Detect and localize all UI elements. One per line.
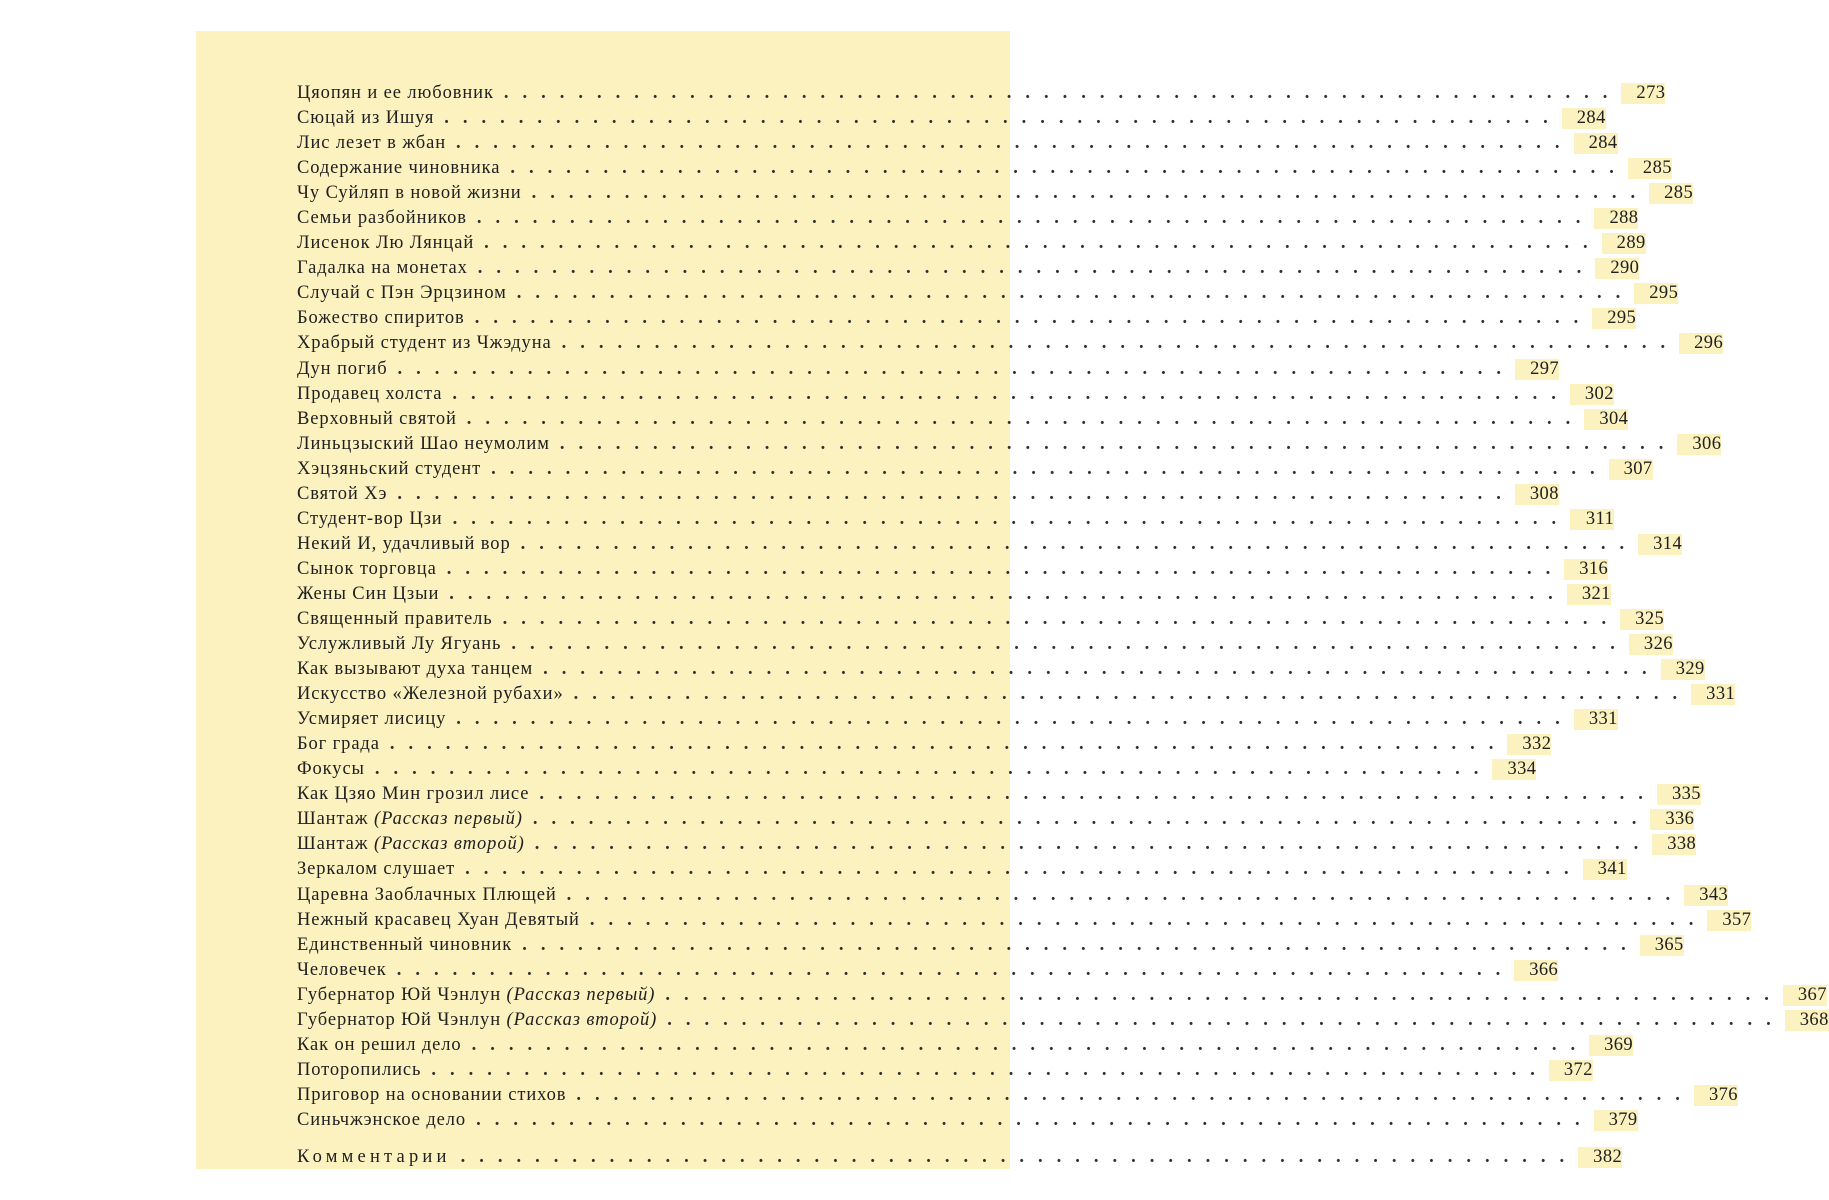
toc-entry: [297, 684, 1736, 709]
dot-leader: ............................................................: [573, 684, 1692, 705]
toc-entry: [297, 984, 1827, 1010]
dot-leader: ............................................................: [397, 483, 1515, 504]
toc-entry-title-text: Бог града: [297, 734, 380, 755]
table-of-contents: [297, 83, 1829, 1172]
toc-entry-title: [297, 634, 511, 655]
toc-entry-title-text: Услужливый Лу Ягуань: [297, 634, 502, 655]
toc-entry-page-number: 366: [1514, 960, 1558, 981]
dot-leader: ............................................................: [502, 608, 1621, 629]
toc-entry: [297, 1009, 1829, 1035]
toc-entry: [297, 258, 1640, 283]
toc-entry-title: [297, 1060, 431, 1081]
toc-entry-title: [297, 1110, 476, 1131]
toc-entry: [297, 1109, 1638, 1135]
toc-entry-title-text: Искусство «Железной рубахи»: [297, 684, 564, 705]
toc-entry-page-number: 367: [1783, 985, 1827, 1006]
toc-entry-page-number: 306: [1677, 434, 1721, 455]
toc-entry-title-text: Чу Суйляп в новой жизни: [297, 183, 522, 204]
dot-leader: ............................................................: [665, 984, 1783, 1005]
toc-entry-title-text: Лис лезет в жбан: [297, 133, 447, 154]
toc-entry-title: [297, 734, 390, 755]
dot-leader: ............................................................: [465, 859, 1583, 880]
toc-entry-page-number: 338: [1652, 834, 1696, 855]
toc-entry-title-text: Некий И, удачливый вор: [297, 533, 511, 554]
toc-entry: [297, 608, 1665, 634]
toc-entry: [297, 734, 1552, 759]
toc-entry-title: [297, 283, 517, 304]
dot-leader: ............................................................: [449, 583, 1567, 604]
toc-entry-page-number: 311: [1570, 509, 1614, 530]
toc-entry-title-text: Сюцай из Ишуя: [297, 108, 435, 129]
dot-leader: ............................................................: [511, 634, 1629, 655]
toc-entry-page-number: 288: [1594, 208, 1638, 229]
toc-entry-title-text: Как он решил дело: [297, 1034, 462, 1055]
toc-entry: [297, 383, 1614, 409]
dot-leader: ............................................................: [431, 1059, 1549, 1080]
toc-entry-title: [297, 985, 665, 1006]
toc-entry: [297, 558, 1609, 584]
toc-entry: [297, 108, 1606, 133]
toc-entry: [297, 834, 1697, 859]
toc-entry-title: [297, 885, 567, 906]
dot-leader: ............................................................: [396, 959, 1515, 980]
toc-entry-title-text: Губернатор Юй Чэнлун: [297, 1009, 502, 1030]
dot-leader: ............................................................: [466, 408, 1585, 429]
toc-entry-page-number: 295: [1592, 308, 1636, 329]
dot-leader: ............................................................: [397, 358, 1516, 379]
dot-leader: ............................................................: [446, 558, 1565, 579]
toc-entry-title-text: Как вызывают духа танцем: [297, 659, 534, 680]
toc-entry: [297, 308, 1637, 333]
toc-entry-page-number: 341: [1583, 859, 1627, 880]
toc-entry-title-text: Цяопян и ее любовник: [297, 83, 494, 103]
toc-entry: [297, 583, 1611, 609]
dot-leader: ............................................................: [471, 1034, 1590, 1055]
dot-leader: ............................................................: [456, 709, 1574, 730]
toc-entry-title: [297, 584, 449, 605]
toc-entry-title-text: Шантаж: [297, 809, 369, 830]
toc-entry-title: [297, 609, 503, 630]
toc-entry-page-number: 284: [1562, 108, 1606, 129]
dot-leader: ............................................................: [503, 83, 1622, 103]
toc-entry-title: [297, 1085, 576, 1106]
dot-leader: ............................................................: [576, 1084, 1694, 1105]
toc-entry-page-number: 379: [1594, 1110, 1638, 1131]
toc-entry: [297, 884, 1729, 910]
dot-leader: ............................................................: [474, 308, 1593, 329]
toc-entry-subtitle: (Рассказ второй): [506, 1009, 658, 1030]
book-page: [196, 31, 1829, 1169]
toc-entry: [297, 433, 1722, 459]
toc-entry-title-text: Верховный святой: [297, 408, 457, 429]
toc-entry-page-number: 302: [1570, 384, 1614, 405]
toc-entry-page-number: 273: [1621, 83, 1665, 104]
commentary-page-number: 382: [1578, 1147, 1622, 1168]
toc-entry-title: [297, 359, 398, 380]
toc-entry-title: [297, 308, 475, 329]
toc-entry: [297, 158, 1672, 183]
toc-entry-page-number: 336: [1650, 809, 1694, 830]
dot-leader: ............................................................: [452, 508, 1571, 529]
toc-entry: [297, 483, 1559, 509]
dot-leader: ............................................................: [559, 433, 1678, 454]
toc-entry-title-text: Нежный красавец Хуан Девятый: [297, 909, 580, 930]
dot-leader: ............................................................: [510, 158, 1628, 179]
toc-entry-title: [297, 208, 477, 229]
toc-entry-title-text: Священный правитель: [297, 608, 493, 629]
toc-entry: [297, 83, 1666, 108]
toc-entry: [297, 333, 1724, 358]
toc-entry-title-text: Единственный чиновник: [297, 934, 513, 955]
toc-entry: [297, 208, 1639, 233]
toc-entry: [297, 934, 1684, 960]
dot-leader: ............................................................: [531, 183, 1650, 204]
commentary-title: Комментарии: [297, 1147, 461, 1168]
toc-entry-title: [297, 434, 560, 455]
toc-entry-title: [297, 1035, 472, 1056]
dot-leader: ............................................................: [460, 1146, 1579, 1167]
toc-entry-title: [297, 258, 478, 279]
toc-entry-page-number: 290: [1595, 258, 1639, 279]
toc-entry-title-text: Содержание чиновника: [297, 158, 501, 179]
toc-entry-title-text: Храбрый студент из Чжэдуна: [297, 333, 552, 354]
toc-entry-title-text: Царевна Заоблачных Плющей: [297, 884, 557, 905]
toc-entry-page-number: 329: [1661, 659, 1705, 680]
toc-entry-page-number: 376: [1694, 1085, 1738, 1106]
toc-entry-commentary: [297, 1146, 1623, 1172]
toc-entry-title-text: Человечек: [297, 959, 387, 980]
toc-entry-page-number: 316: [1564, 559, 1608, 580]
toc-entry-page-number: 321: [1567, 584, 1611, 605]
dot-leader: ............................................................: [374, 759, 1493, 780]
toc-entry-title: [297, 859, 465, 880]
toc-entry: [297, 183, 1694, 208]
toc-entry-title-text: Линьцзыский Шао неумолим: [297, 433, 550, 454]
toc-entry-page-number: 304: [1584, 409, 1628, 430]
toc-entry: [297, 959, 1559, 985]
toc-entry-title-text: Шантаж: [297, 834, 369, 855]
toc-entry-title-text: Божество спиритов: [297, 308, 465, 329]
toc-entry-title: [297, 384, 452, 405]
dot-leader: ............................................................: [456, 133, 1574, 154]
dot-leader: ............................................................: [667, 1009, 1785, 1030]
toc-entry-title-text: Продавец холста: [297, 383, 443, 404]
toc-entry-title-text: Зеркалом слушает: [297, 859, 456, 880]
toc-entry: [297, 859, 1627, 884]
toc-entry-title: [297, 83, 504, 104]
toc-entry-title-text: Семьи разбойников: [297, 208, 467, 229]
toc-entry-title: [297, 333, 562, 354]
toc-entry: [297, 659, 1705, 684]
toc-entry-page-number: 357: [1707, 910, 1751, 931]
toc-entry-title: [297, 509, 453, 530]
toc-entry: [297, 408, 1629, 434]
toc-entry-title: [297, 1010, 667, 1031]
toc-entry: [297, 1034, 1634, 1060]
toc-entry-title: [297, 709, 456, 730]
dot-leader: ............................................................: [444, 108, 1562, 129]
toc-entry-page-number: 326: [1629, 634, 1673, 655]
toc-entry: [297, 508, 1615, 534]
toc-entry-page-number: 335: [1657, 784, 1701, 805]
toc-entry: [297, 759, 1537, 784]
toc-entry: [297, 809, 1695, 834]
dot-leader: ............................................................: [561, 333, 1680, 354]
toc-entry-page-number: 314: [1638, 534, 1682, 555]
toc-entry: [297, 784, 1701, 809]
toc-entry-title-text: Приговор на основании стихов: [297, 1084, 567, 1105]
toc-entry-title: [297, 183, 532, 204]
toc-entry-page-number: 285: [1628, 158, 1672, 179]
toc-entry: [297, 709, 1618, 734]
toc-entry-title: [297, 809, 533, 830]
toc-entry-title: [297, 534, 521, 555]
dot-leader: ............................................................: [532, 809, 1651, 830]
toc-entry-title-text: Поторопились: [297, 1059, 422, 1080]
toc-entry-title-text: Усмиряет лисицу: [297, 709, 447, 730]
toc-entry-subtitle: (Рассказ первый): [506, 984, 656, 1005]
toc-entry-page-number: 284: [1574, 133, 1618, 154]
toc-entry-page-number: 296: [1679, 333, 1723, 354]
toc-entry-title: [297, 409, 467, 430]
toc-entry-page-number: 295: [1634, 283, 1678, 304]
dot-leader: ............................................................: [452, 383, 1570, 404]
toc-entry-page-number: 334: [1492, 759, 1536, 780]
toc-entry-title: [297, 784, 539, 805]
toc-entry-title: [297, 684, 574, 705]
dot-leader: ............................................................: [476, 208, 1595, 229]
toc-entry-page-number: 369: [1589, 1035, 1633, 1056]
toc-entry-title-text: Фокусы: [297, 759, 365, 780]
toc-entry-title-text: Студент-вор Цзи: [297, 508, 443, 529]
toc-entry-title: [297, 108, 444, 129]
toc-entry-title-text: Дун погиб: [297, 358, 388, 379]
toc-entry: [297, 909, 1752, 935]
dot-leader: ............................................................: [589, 909, 1708, 930]
toc-entry-title: [297, 484, 397, 505]
toc-entry-page-number: 307: [1609, 459, 1653, 480]
toc-entry-title-text: Святой Хэ: [297, 483, 388, 504]
dot-leader: ............................................................: [484, 233, 1602, 254]
toc-entry-title-text: Случай с Пэн Эрцзином: [297, 283, 507, 304]
toc-entry-title-text: Хэцзяньский студент: [297, 458, 482, 479]
toc-entry-title-text: Жены Син Цзыи: [297, 583, 440, 604]
toc-entry: [297, 1059, 1593, 1085]
toc-entry: [297, 634, 1673, 659]
toc-entry: [297, 233, 1646, 258]
toc-entry-title-text: Как Цзяо Мин грозил лисе: [297, 784, 530, 805]
toc-entry-title-text: Синьчжэнское дело: [297, 1109, 467, 1130]
toc-entry-page-number: 332: [1507, 734, 1551, 755]
dot-leader: ............................................................: [522, 934, 1640, 955]
toc-entry-page-number: 285: [1649, 183, 1693, 204]
toc-entry-page-number: 297: [1515, 359, 1559, 380]
toc-entry-title: [297, 759, 375, 780]
dot-leader: ............................................................: [566, 884, 1685, 905]
toc-entry-title-text: Сынок торговца: [297, 558, 437, 579]
toc-entry-title: [297, 910, 590, 931]
dot-leader: ............................................................: [520, 533, 1639, 554]
toc-entry-page-number: 372: [1549, 1060, 1593, 1081]
toc-entry: [297, 358, 1560, 384]
toc-entry-title: [297, 133, 456, 154]
toc-entry-page-number: 331: [1691, 684, 1735, 705]
toc-entry-page-number: 365: [1640, 935, 1684, 956]
dot-leader: ............................................................: [516, 283, 1635, 304]
toc-entry-title: [297, 233, 484, 254]
dot-leader: ............................................................: [477, 258, 1596, 279]
toc-entry-page-number: 343: [1684, 885, 1728, 906]
toc-entry-title: [297, 158, 510, 179]
toc-entry: [297, 133, 1618, 158]
toc-entry-title: [297, 960, 397, 981]
toc-entry-title: [297, 935, 522, 956]
toc-entry: [297, 458, 1653, 484]
toc-entry-page-number: 289: [1602, 233, 1646, 254]
dot-leader: ............................................................: [476, 1109, 1594, 1130]
toc-entry-title: [297, 659, 543, 680]
toc-entry-page-number: 331: [1574, 709, 1618, 730]
toc-entry-page-number: 368: [1785, 1010, 1829, 1031]
toc-entry-subtitle: (Рассказ первый): [374, 809, 523, 830]
toc-entry-subtitle: (Рассказ второй): [374, 834, 525, 855]
dot-leader: ............................................................: [543, 659, 1661, 680]
dot-leader: ............................................................: [389, 734, 1508, 755]
toc-entry-title-text: Лисенок Лю Лянцай: [297, 233, 475, 254]
toc-entry: [297, 283, 1679, 308]
dot-leader: ............................................................: [539, 784, 1657, 805]
toc-entry-title: [297, 459, 491, 480]
toc-entry: [297, 1084, 1738, 1110]
toc-entry-title: [297, 559, 447, 580]
toc-entry-title-text: Губернатор Юй Чэнлун: [297, 984, 502, 1005]
toc-entry-title-text: Гадалка на монетах: [297, 258, 468, 279]
dot-leader: ............................................................: [534, 834, 1653, 855]
dot-leader: ............................................................: [491, 458, 1609, 479]
toc-entry-title: [297, 834, 535, 855]
toc-entry-page-number: 308: [1515, 484, 1559, 505]
toc-entry: [297, 533, 1683, 559]
toc-entry-page-number: 325: [1620, 609, 1664, 630]
